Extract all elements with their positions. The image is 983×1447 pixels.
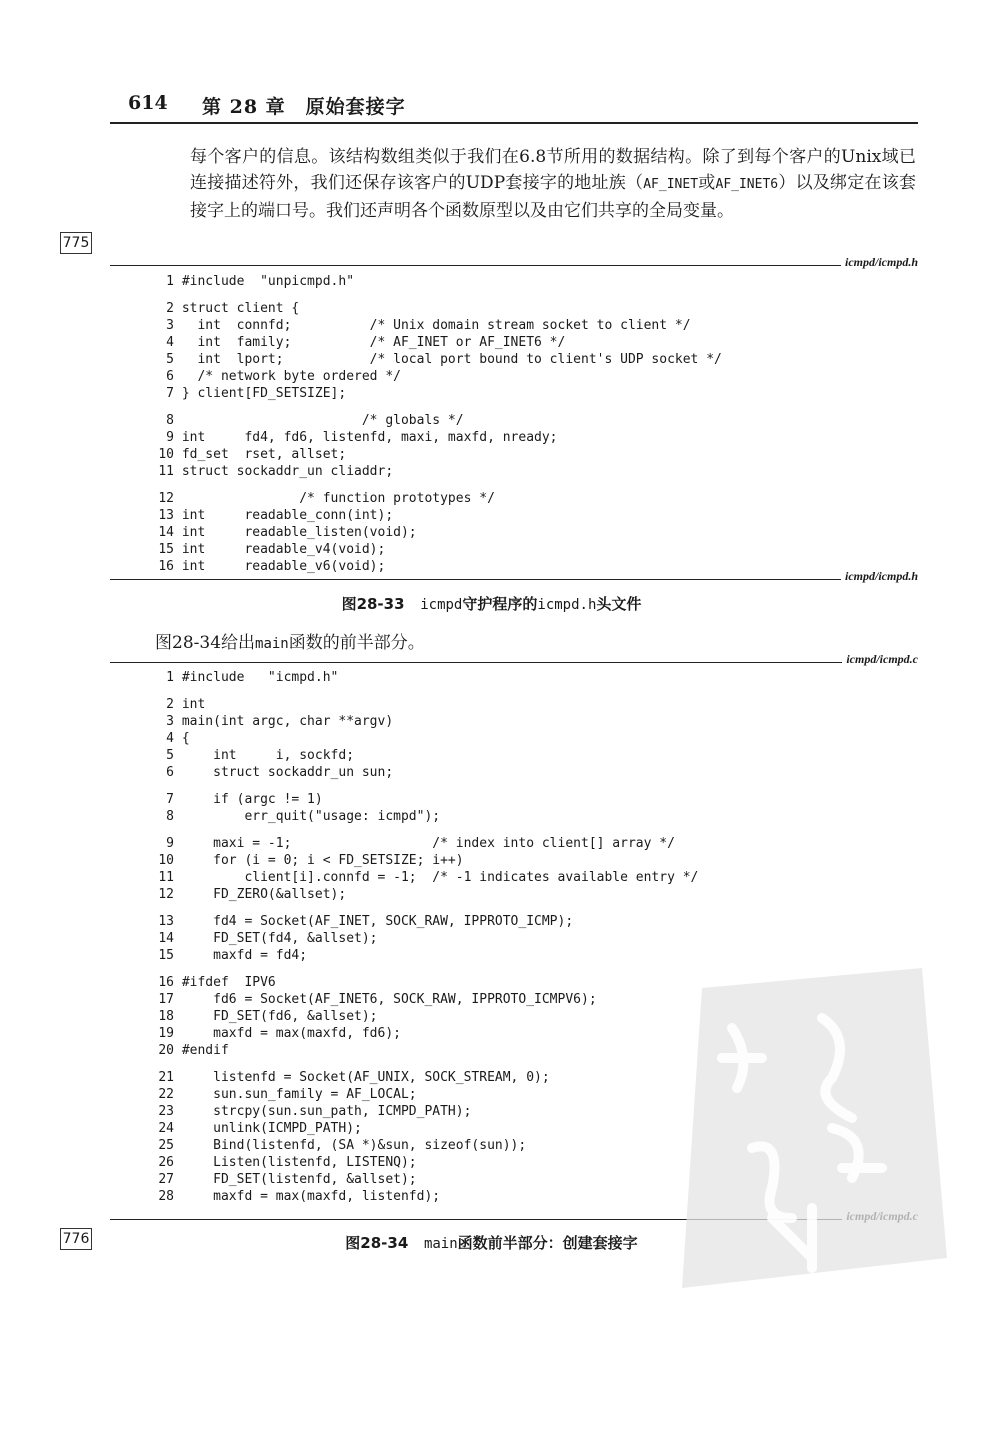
code-line [150, 368, 401, 385]
code-line [150, 446, 346, 463]
code-text: int i, sockfd; [181, 748, 355, 763]
caption-code: main [423, 1236, 458, 1252]
line-number: 28 [158, 1189, 174, 1204]
line-number: 13 [158, 914, 174, 929]
code-line [150, 696, 205, 713]
code-line [150, 1171, 417, 1188]
page-number: 614 [128, 92, 168, 114]
line-number: 9 [166, 836, 174, 851]
caption-text: 守护程序的 [462, 595, 538, 613]
code-line [150, 334, 565, 351]
code-line [150, 991, 597, 1008]
code-text: FD_ZERO(&allset); [181, 887, 347, 902]
line-number: 19 [158, 1026, 174, 1041]
code-text: struct sockaddr_un sun; [181, 765, 394, 780]
code-text: if (argc != 1) [181, 792, 323, 807]
code-line [150, 463, 393, 480]
listing-file-label: icmpd/icmpd.h [841, 569, 918, 584]
inline-code: main [255, 636, 289, 652]
code-line [150, 412, 464, 429]
figure-number: 图28-33 [341, 595, 405, 613]
code-line [150, 835, 675, 852]
code-line [150, 947, 307, 964]
code-line [150, 1103, 471, 1120]
code-line [150, 913, 573, 930]
line-number: 14 [158, 931, 174, 946]
line-number: 1 [166, 274, 174, 289]
caption-text: 头文件 [596, 595, 642, 613]
listing-top-rule [110, 265, 918, 266]
line-number: 9 [166, 430, 174, 445]
code-text: #ifdef IPV6 [181, 975, 276, 990]
code-text: maxfd = max(maxfd, fd6); [181, 1026, 401, 1041]
intro-text: 每个客户的信息。该结构数组类似于我们在6.8节所用的数据结构。除了到每个客户的Unix域已连接描述符外，我们还保存该客户的UDP套接字的地址族（ [190, 147, 916, 193]
code-text: { [181, 731, 190, 746]
code-text: fd4 = Socket(AF_INET, SOCK_RAW, IPPROTO_ICMP); [181, 914, 574, 929]
code-line [150, 429, 558, 446]
line-number: 26 [158, 1155, 174, 1170]
code-text: int lport; /* local port bound to client's UDP socket */ [181, 352, 722, 367]
code-text: int readable_v6(void); [181, 559, 386, 574]
code-text: maxfd = max(maxfd, listenfd); [181, 1189, 441, 1204]
code-text: int [181, 697, 206, 712]
code-line [150, 1008, 378, 1025]
code-line [150, 351, 722, 368]
code-line [150, 300, 299, 317]
code-text: unlink(ICMPD_PATH); [181, 1121, 362, 1136]
lead-sentence [155, 628, 425, 653]
line-number: 12 [158, 887, 174, 902]
listing-file-label: icmpd/icmpd.c [842, 652, 918, 667]
code-line [150, 317, 691, 334]
line-number: 11 [158, 464, 174, 479]
code-line [150, 730, 190, 747]
code-line [150, 507, 393, 524]
code-line [150, 930, 378, 947]
line-number: 13 [158, 508, 174, 523]
line-number: 12 [158, 491, 174, 506]
line-number: 10 [158, 853, 174, 868]
inline-code: AF_INET [643, 177, 699, 192]
line-number: 5 [166, 352, 174, 367]
line-number: 16 [158, 975, 174, 990]
line-number: 1 [166, 670, 174, 685]
code-text: #endif [181, 1043, 229, 1058]
line-number: 16 [158, 559, 174, 574]
code-text: err_quit("usage: icmpd"); [181, 809, 441, 824]
code-text: int readable_conn(int); [181, 508, 394, 523]
line-number: 23 [158, 1104, 174, 1119]
code-text: maxfd = fd4; [181, 948, 308, 963]
code-line [150, 1086, 417, 1103]
line-number: 27 [158, 1172, 174, 1187]
line-number: 14 [158, 525, 174, 540]
code-text: int readable_v4(void); [181, 542, 386, 557]
line-number: 8 [166, 413, 174, 428]
code-text: main(int argc, char **argv) [181, 714, 394, 729]
code-text: listenfd = Socket(AF_UNIX, SOCK_STREAM, 0); [181, 1070, 550, 1085]
code-line [150, 886, 346, 903]
line-number: 3 [166, 318, 174, 333]
code-text: sun.sun_family = AF_LOCAL; [181, 1087, 417, 1102]
line-number: 15 [158, 542, 174, 557]
code-line [150, 385, 346, 402]
code-line [150, 273, 354, 290]
code-line [150, 869, 698, 886]
figure-caption [0, 593, 983, 614]
code-line [150, 669, 338, 686]
code-text: /* globals */ [181, 413, 464, 428]
code-line [150, 852, 464, 869]
line-number: 2 [166, 697, 174, 712]
listing-bottom-rule [110, 579, 918, 580]
code-line [150, 1154, 417, 1171]
code-text: FD_SET(fd6, &allset); [181, 1009, 378, 1024]
margin-page-ref: 776 [60, 1228, 92, 1250]
code-text: strcpy(sun.sun_path, ICMPD_PATH); [181, 1104, 472, 1119]
line-number: 17 [158, 992, 174, 1007]
line-number: 22 [158, 1087, 174, 1102]
line-number: 2 [166, 301, 174, 316]
code-text: fd6 = Socket(AF_INET6, SOCK_RAW, IPPROTO_ICMPV6); [181, 992, 597, 1007]
line-number: 25 [158, 1138, 174, 1153]
code-text: Bind(listenfd, (SA *)&sun, sizeof(sun)); [181, 1138, 527, 1153]
line-number: 7 [166, 792, 174, 807]
code-text: FD_SET(listenfd, &allset); [181, 1172, 417, 1187]
code-line [150, 974, 276, 991]
line-number: 8 [166, 809, 174, 824]
code-text: FD_SET(fd4, &allset); [181, 931, 378, 946]
line-number: 18 [158, 1009, 174, 1024]
lead-text: 图28-34给出 [155, 633, 256, 653]
intro-text: ）以及绑定在该套接字上的端口号。我们还声明各个函数原型以及由它们共享的全局变量。 [190, 173, 916, 221]
code-line [150, 747, 354, 764]
margin-page-ref: 775 [60, 232, 92, 254]
line-number: 6 [166, 369, 174, 384]
line-number: 5 [166, 748, 174, 763]
code-line [150, 791, 323, 808]
code-text: } client[FD_SETSIZE]; [181, 386, 347, 401]
caption-code: icmpd [420, 597, 463, 613]
code-line [150, 1069, 550, 1086]
code-line [150, 558, 385, 575]
code-text: struct client { [181, 301, 300, 316]
code-text: /* network byte ordered */ [181, 369, 401, 384]
line-number: 21 [158, 1070, 174, 1085]
figure-number: 图28-34 [345, 1234, 409, 1252]
code-line [150, 1042, 229, 1059]
code-line [150, 713, 393, 730]
code-line [150, 764, 393, 781]
code-text: int connfd; /* Unix domain stream socket to client */ [181, 318, 691, 333]
line-number: 24 [158, 1121, 174, 1136]
chapter-title: 第 28 章 原始套接字 [202, 96, 406, 118]
code-text: for (i = 0; i < FD_SETSIZE; i++) [181, 853, 464, 868]
code-text: #include "unpicmpd.h" [181, 274, 355, 289]
intro-paragraph [190, 144, 916, 224]
intro-text: 或 [698, 173, 716, 193]
line-number: 7 [166, 386, 174, 401]
line-number: 4 [166, 335, 174, 350]
line-number: 15 [158, 948, 174, 963]
code-line [150, 808, 440, 825]
code-line [150, 1137, 526, 1154]
page-header [110, 88, 918, 124]
code-line [150, 541, 385, 558]
line-number: 3 [166, 714, 174, 729]
code-text: /* function prototypes */ [181, 491, 495, 506]
code-line [150, 1120, 362, 1137]
line-number: 20 [158, 1043, 174, 1058]
listing-file-label: icmpd/icmpd.h [841, 255, 918, 270]
inline-code: AF_INET6 [715, 177, 779, 192]
line-number: 10 [158, 447, 174, 462]
listing-top-rule [110, 662, 918, 663]
code-text: Listen(listenfd, LISTENQ); [181, 1155, 417, 1170]
code-line [150, 1025, 401, 1042]
code-text: int fd4, fd6, listenfd, maxi, maxfd, nready; [181, 430, 558, 445]
code-line [150, 524, 417, 541]
code-text: fd_set rset, allset; [181, 447, 347, 462]
watermark-seal-icon [662, 958, 962, 1298]
code-text: int family; /* AF_INET or AF_INET6 */ [181, 335, 566, 350]
code-text: maxi = -1; /* index into client[] array */ [181, 836, 675, 851]
line-number: 4 [166, 731, 174, 746]
caption-text: 函数前半部分：创建套接字 [457, 1234, 638, 1252]
lead-text: 函数的前半部分。 [288, 633, 425, 653]
code-text: client[i].connfd = -1; /* -1 indicates available entry */ [181, 870, 699, 885]
code-text: int readable_listen(void); [181, 525, 417, 540]
code-text: struct sockaddr_un cliaddr; [181, 464, 394, 479]
code-line [150, 490, 495, 507]
code-line [150, 1188, 440, 1205]
code-text: #include "icmpd.h" [181, 670, 339, 685]
line-number: 11 [158, 870, 174, 885]
line-number: 6 [166, 765, 174, 780]
caption-code: icmpd.h [537, 597, 597, 613]
